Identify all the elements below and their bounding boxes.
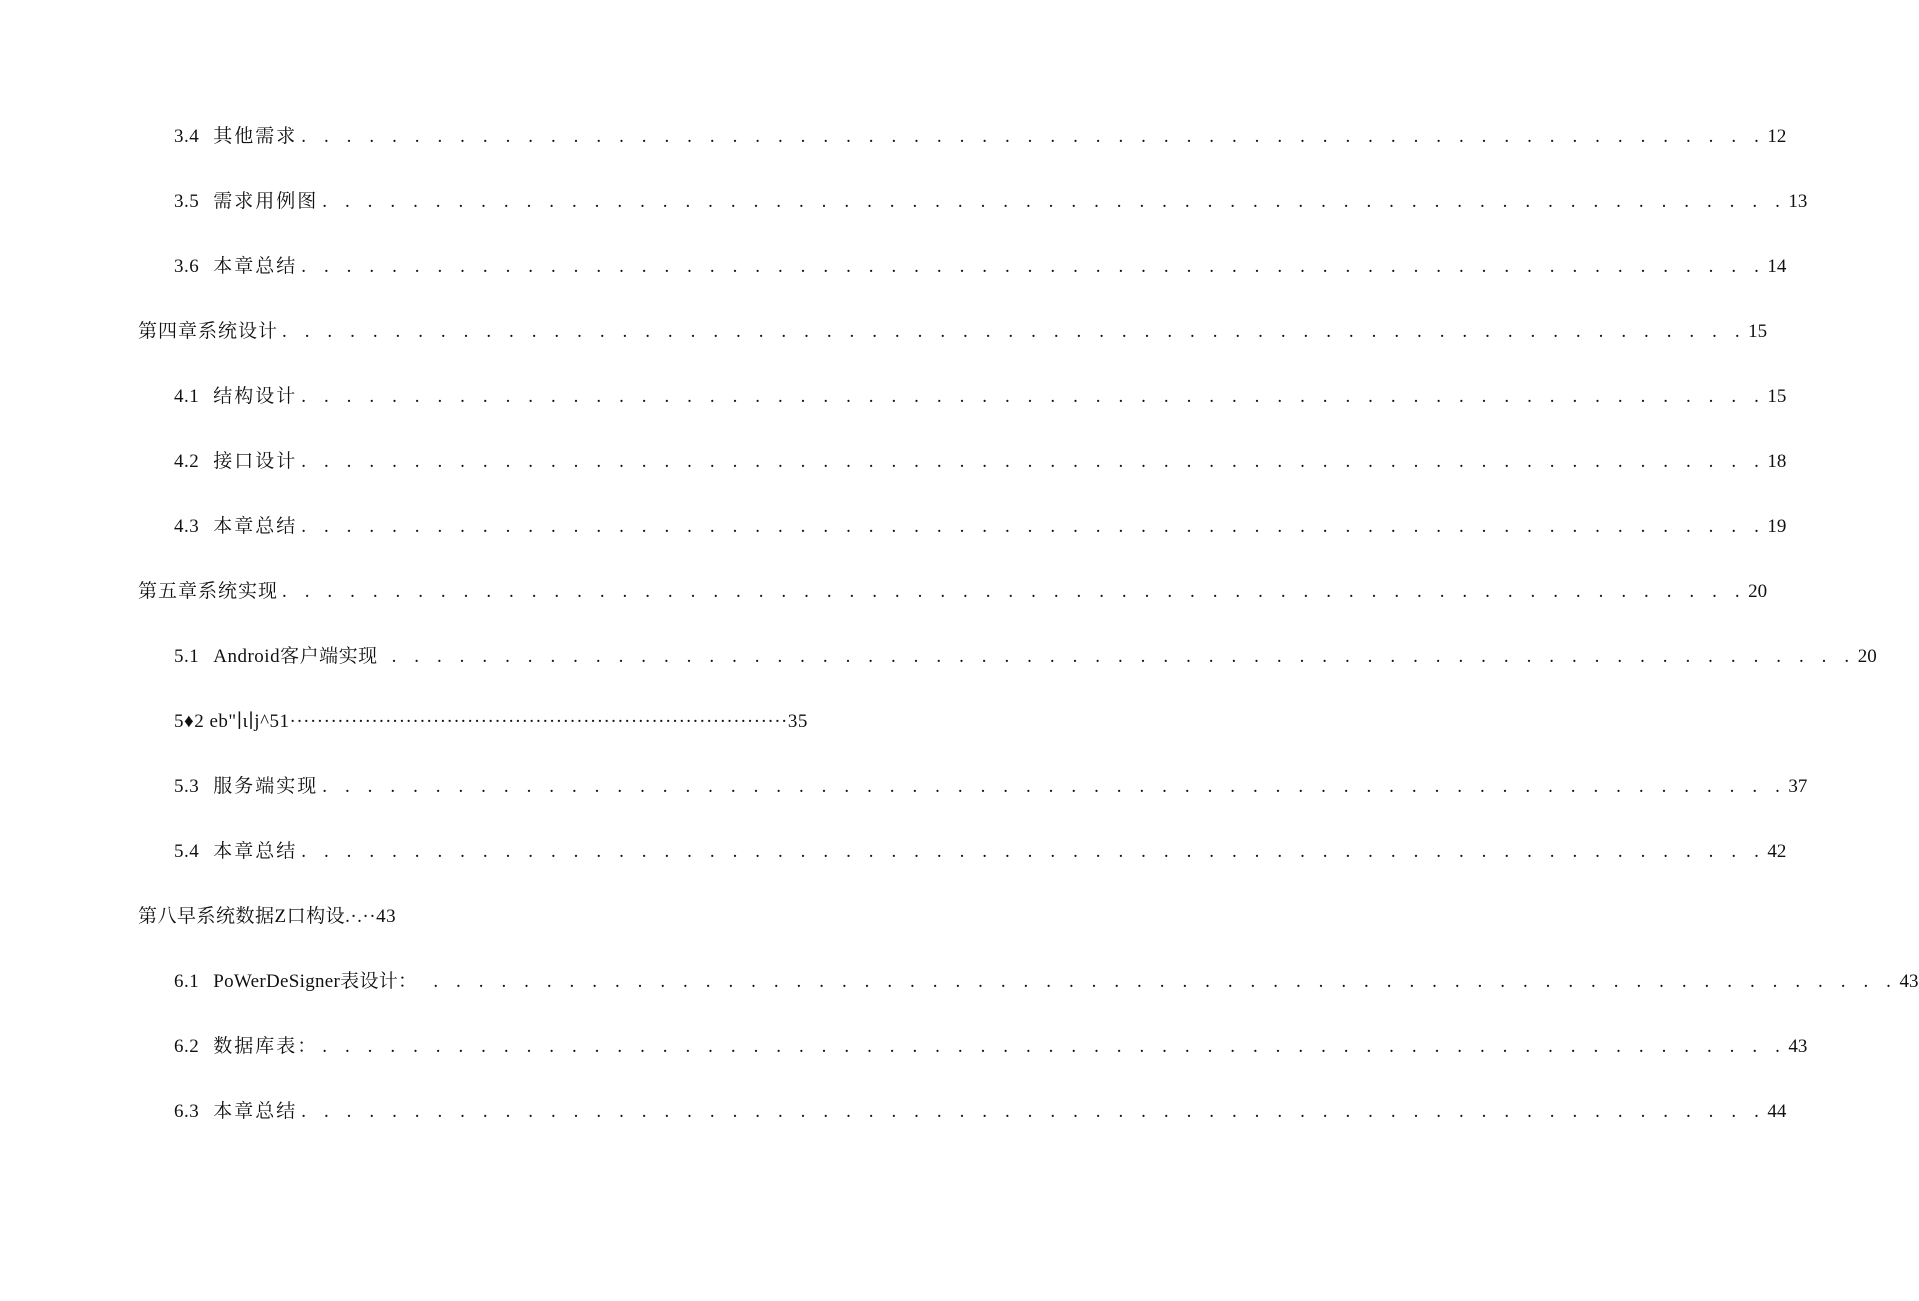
toc-chapter-entry[interactable] [138,317,1768,347]
toc-chapter-title: 第五章系统实现 [138,581,279,602]
toc-entry-title: 本章总结 [213,1101,298,1122]
toc-entry-number: 4.3 [174,516,200,537]
toc-entry-number: 4.2 [174,451,200,472]
toc-entry[interactable] [174,252,1787,282]
toc-entry-title: 本章总结 [213,256,298,277]
toc-entry-page: 14 [1767,256,1787,277]
toc-entry-page: 43 [1788,1036,1808,1057]
toc-entry-number: 6.1 [174,971,200,992]
toc-entry[interactable] [174,837,1787,867]
toc-leader-dots: . . . . . . . . . . . . . . . . . . . . . . . . . . . . . . . . . . . . . . . . . . . . . . . . . . . . . . . . . . . . . . . . . [301,1101,1766,1122]
toc-entry-number: 4.1 [174,386,200,407]
toc-entry[interactable] [174,967,1919,997]
toc-entry-title: 需求用例图 [213,191,319,212]
toc-leader-dots: . . . . . . . . . . . . . . . . . . . . . . . . . . . . . . . . . . . . . . . . . . . . . . . . . . . . . . . . . . . . . . . . . [301,451,1766,472]
toc-entry-page: 44 [1767,1101,1787,1122]
toc-entry-title: 本章总结 [213,516,298,537]
toc-entry[interactable] [174,1097,1787,1127]
toc-entry[interactable] [174,447,1787,477]
toc-leader-dots: . . . . . . . . . . . . . . . . . . . . . . . . . . . . . . . . . . . . . . . . . . . . . . . . . . . . . . . . . . . . . . . . . [301,841,1766,862]
toc-entry[interactable] [174,642,1877,672]
toc-entry[interactable] [174,512,1787,542]
toc-leader-dots: . . . . . . . . . . . . . . . . . . . . . . . . . . . . . . . . . . . . . . . . . . . . . . . . . . . . . . . . . . . . . . . . . [301,386,1766,407]
toc-chapter-entry-garbled[interactable] [138,902,538,932]
toc-chapter-title: 第四章系统设计 [138,321,279,342]
toc-entry-page: 13 [1788,191,1808,212]
toc-entry[interactable] [174,772,1808,802]
toc-leader-dots: . . . . . . . . . . . . . . . . . . . . . . . . . . . . . . . . . . . . . . . . . . . . . . . . . . . . . . . . . . . . . . . . . [301,256,1766,277]
toc-entry-page: 20 [1748,581,1768,602]
toc-entry-title: 结构设计 [213,386,298,407]
toc-entry-raw-text: 5♦2 eb"∣ι∣j^51·········································································35 [174,711,808,732]
toc-entry-page: 15 [1767,386,1787,407]
toc-leader-dots: . . . . . . . . . . . . . . . . . . . . . . . . . . . . . . . . . . . . . . . . . . . . . . . . . . . . . . . . . . . . . . . . . [322,776,1787,797]
toc-entry-title: 服务端实现 [213,776,319,797]
toc-entry-number: 3.4 [174,126,200,147]
toc-leader-dots: . . . . . . . . . . . . . . . . . . . . . . . . . . . . . . . . . . . . . . . . . . . . . . . . . . . . . . . . . . . . . . . . . [301,516,1766,537]
toc-entry-number: 3.5 [174,191,200,212]
toc-entry-number: 3.6 [174,256,200,277]
toc-entry-page: 15 [1748,321,1768,342]
toc-chapter-raw-text: 第八早系统数据Z口构设.·.··43 [138,906,397,927]
toc-entry-title: 数据库表： [213,1036,319,1057]
toc-entry-page: 43 [1899,971,1919,992]
toc-entry[interactable] [174,382,1787,412]
toc-entry-number: 5.1 [174,646,200,667]
toc-entry-page: 18 [1767,451,1787,472]
toc-leader-dots: . . . . . . . . . . . . . . . . . . . . . . . . . . . . . . . . . . . . . . . . . . . . . . . . . . . . . . . . . . . . . . . . . [301,126,1766,147]
toc-entry-number: 6.3 [174,1101,200,1122]
toc-chapter-entry[interactable] [138,577,1768,607]
toc-entry[interactable] [174,1032,1808,1062]
toc-entry-title: 接口设计 [213,451,298,472]
toc-entry-number: 6.2 [174,1036,200,1057]
toc-entry-number: 5.4 [174,841,200,862]
toc-leader-dots: . . . . . . . . . . . . . . . . . . . . . . . . . . . . . . . . . . . . . . . . . . . . . . . . . . . . . . . . . . . . . . . . . [322,191,1787,212]
toc-leader-dots: . . . . . . . . . . . . . . . . . . . . . . . . . . . . . . . . . . . . . . . . . . . . . . . . . . . . . . . . . . . . . . . . . [391,646,1856,667]
toc-entry-title: 本章总结 [213,841,298,862]
toc-entry-title: PoWerDeSigner表设计： [213,971,418,992]
toc-leader-dots: . . . . . . . . . . . . . . . . . . . . . . . . . . . . . . . . . . . . . . . . . . . . . . . . . . . . . . . . . . . . . . . . . [433,971,1898,992]
toc-entry-page: 37 [1788,776,1808,797]
toc-entry[interactable] [174,187,1808,217]
toc-leader-dots: . . . . . . . . . . . . . . . . . . . . . . . . . . . . . . . . . . . . . . . . . . . . . . . . . . . . . . . . . . . . . . . . . [282,321,1747,342]
toc-entry[interactable] [174,122,1787,152]
toc-entry-page: 19 [1767,516,1787,537]
toc-entry-title: 其他需求 [213,126,298,147]
toc-leader-dots: . . . . . . . . . . . . . . . . . . . . . . . . . . . . . . . . . . . . . . . . . . . . . . . . . . . . . . . . . . . . . . . . . [322,1036,1787,1057]
toc-entry-number: 5.3 [174,776,200,797]
toc-entry-page: 20 [1857,646,1877,667]
toc-entry-title: Android客户端实现 [213,646,378,667]
toc-entry-garbled[interactable] [174,707,808,737]
toc-leader-dots: . . . . . . . . . . . . . . . . . . . . . . . . . . . . . . . . . . . . . . . . . . . . . . . . . . . . . . . . . . . . . . . . . [282,581,1747,602]
toc-entry-page: 12 [1767,126,1787,147]
toc-entry-page: 42 [1767,841,1787,862]
